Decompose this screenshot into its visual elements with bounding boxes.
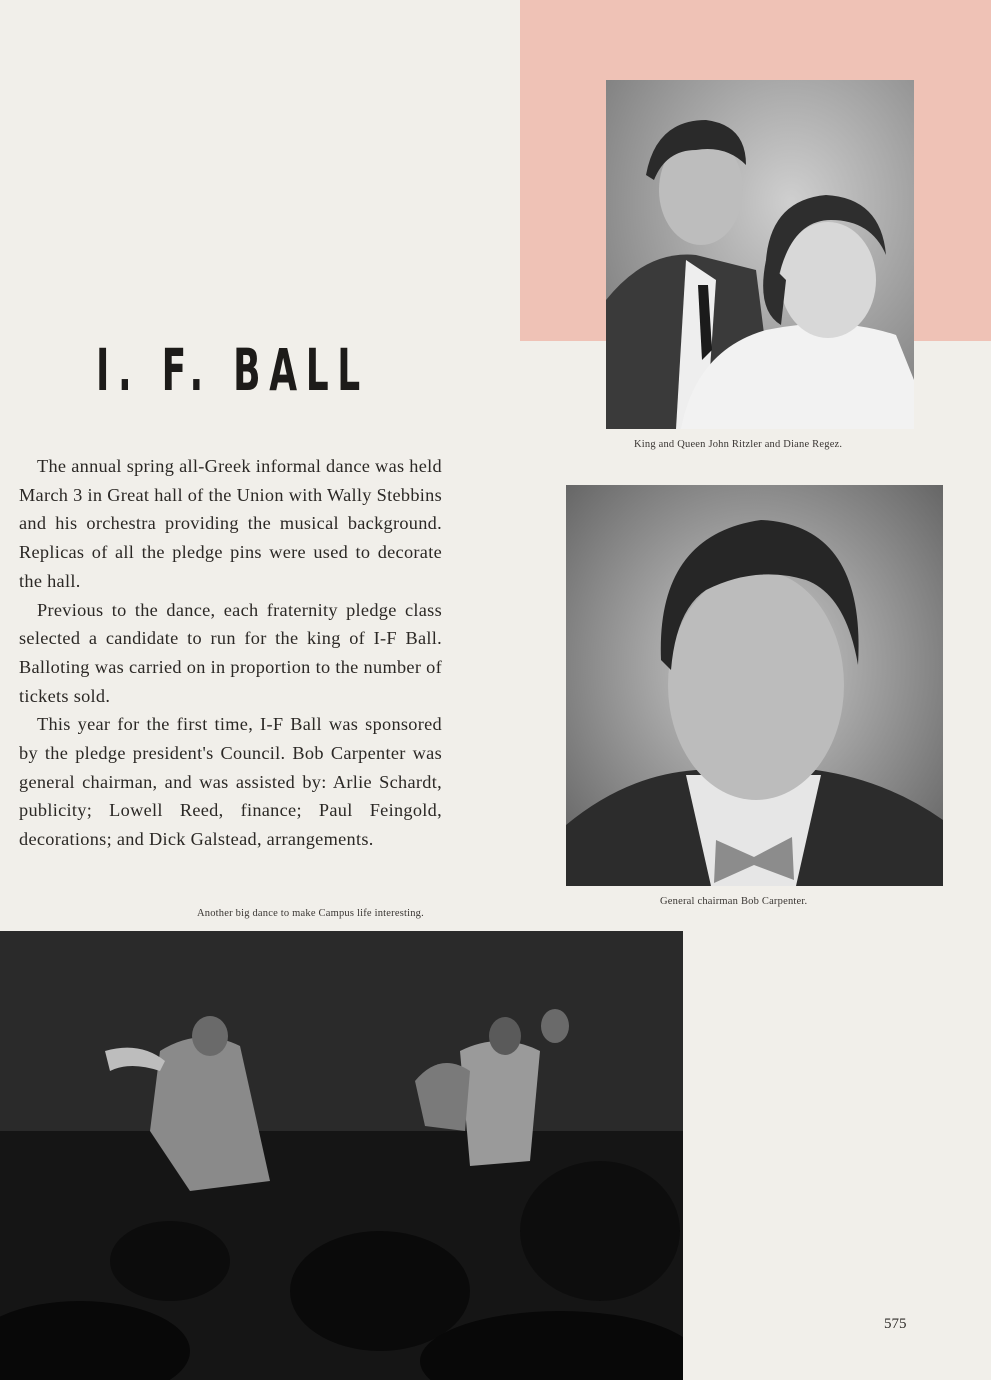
article-body bbox=[19, 452, 442, 854]
paragraph: This year for the first time, I-F Ball was sponsored by the pledge president's Council. Bob Carpenter was general chairman, and was assisted by: Arlie Schardt, publicity; Lowell Reed, finance; Paul Feingold, decorations; and Dick Galstead, arrangements. bbox=[19, 714, 442, 850]
page-number: 575 bbox=[884, 1316, 907, 1332]
king-queen-caption: King and Queen John Ritzler and Diane Regez. bbox=[634, 439, 843, 450]
page-title: I. F. BALL bbox=[96, 336, 369, 404]
paragraph: Previous to the dance, each fraternity pledge class selected a candidate to run for the king of I-F Ball. Balloting was carried on in proportion to the number of tickets sold. bbox=[19, 599, 442, 706]
dance-photo bbox=[0, 931, 683, 1380]
dance-caption: Another big dance to make Campus life interesting. bbox=[197, 908, 424, 919]
chairman-photo bbox=[566, 485, 943, 886]
king-queen-photo bbox=[606, 80, 914, 429]
chairman-caption: General chairman Bob Carpenter. bbox=[660, 896, 808, 907]
paragraph: The annual spring all-Greek informal dance was held March 3 in Great hall of the Union with Wally Stebbins and his orchestra providing the musical background. Replicas of all the pledge pins were used to decorate the hall. bbox=[19, 456, 442, 591]
